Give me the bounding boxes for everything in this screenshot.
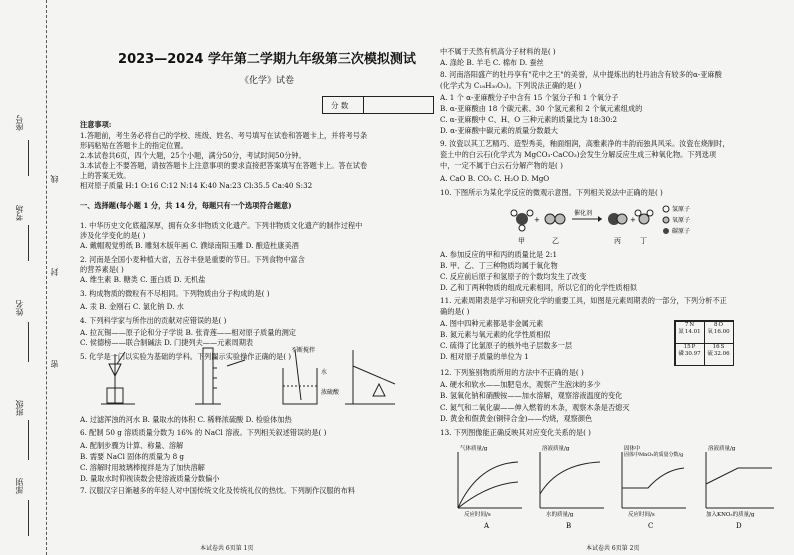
left-lines-text-line: 一、选择题(每小题 1 分，共 14 分，每题只有一个选项符合题意) [80, 201, 292, 210]
binding-field-room [28, 225, 29, 261]
right-lines-text-line: B. α-亚麻酸由 18 个碳元素、30 个氢元素和 2 个氧元素组成的 [440, 104, 643, 113]
exam-subtitle: 《化学》试卷 [239, 76, 294, 86]
label-jia: 甲 [518, 237, 525, 245]
q13-graphs [448, 444, 784, 532]
binding-label-exam-room: 考场 [15, 205, 24, 221]
binding-label-name: 姓名 [15, 300, 24, 316]
graph-c-top-label: 固体中 [624, 446, 641, 452]
right-lines-text-line: 11. 元素周期表是学习和研究化学的重要工具，如图是元素周期表的一部分，下列分析不正 [440, 296, 727, 305]
molecule-jia [511, 210, 533, 231]
binding-margin [0, 0, 62, 555]
binding-field-dept [28, 500, 29, 536]
graduated-cylinder [195, 348, 245, 404]
element-mass: 30.97 [684, 350, 701, 357]
graph-a-xlabel: 反应时间/s [464, 512, 491, 518]
right-lines-text-line: A. 涤纶 B. 羊毛 C. 棉布 D. 蚕丝 [440, 58, 544, 67]
left-lines-text-line: C. 溶解时用玻璃棒搅拌是为了加快溶解 [80, 463, 205, 472]
plus-sign-1: + [534, 216, 540, 224]
binding-field-class [28, 420, 29, 460]
left-lines-text-line: 4. 下列科学家与所作出的贡献对应错误的是( ) [80, 316, 227, 325]
right-lines-text-line: D. 乙和丁两种物质的组成元素相同，所以它们的化学性质相似 [440, 283, 637, 292]
left-lines-text-line: 的营养素是( ) [80, 265, 124, 274]
graph-d-ylabel: 溶液质量/g [708, 446, 736, 452]
catalyst-label: 催化剂 [574, 210, 593, 217]
left-lines-text-line: 2.本试卷共6页，四个大题，25个小题，满分50分，考试时间50分钟。 [80, 151, 306, 160]
left-lines-text-line: 相对原子质量 H:1 O:16 C:12 N:14 K:40 Na:23 Cl:35.5 Ca:40 S:32 [80, 181, 313, 190]
molecule-ding [635, 210, 653, 224]
left-lines-text-line: D. 量取水时仰视读数会使溶液质量分数偏小 [80, 474, 220, 483]
binding-field-seat [28, 140, 29, 176]
left-lines-text-line: C. 侯德榜——联合制碱法 D. 门捷列夫——元素周期表 [80, 338, 254, 347]
right-lines-text-line: 10. 下图所示为某化学反应的微观示意图。下列相关说法中正确的是( ) [440, 188, 663, 197]
element-sym: S [720, 344, 725, 350]
left-lines-text-line: 2. 河南是全国小麦种植大省，五谷丰登是重要的节日。下列食物中富含 [80, 255, 305, 264]
element-cell [704, 343, 734, 366]
plus-sign-2: + [630, 216, 636, 224]
molecule-yi [545, 214, 565, 224]
left-lines-text-line: 注意事项: [80, 120, 112, 129]
binding-label-dept: 部别 [15, 478, 24, 494]
left-lines-text-line: 7. 汉服汉字日渐越多的年轻人对中国传统文化及传统礼仪的热忱。下列制作汉服的布料 [80, 486, 356, 495]
binding-note-seal: 封 [50, 268, 59, 276]
legend-c-icon [663, 228, 669, 234]
legend-oxygen: 氧原子 [672, 217, 691, 224]
left-lines-text-line: A. 过滤浑浊的河水 B. 量取水的体积 C. 稀释浓硫酸 D. 检验体加热 [80, 415, 292, 424]
right-lines-text-line: 13. 下列图像能正确反映其对应变化关系的是( ) [440, 428, 591, 437]
filtration-apparatus [101, 352, 135, 404]
q5-label-acid: 浓硫酸 [321, 389, 340, 396]
page-footer-right: 本试卷共 6页第 2页 [586, 545, 640, 552]
element-num: 15 [683, 344, 691, 350]
element-cell [675, 321, 705, 344]
graph-a-ylabel: 气体质量/g [460, 446, 488, 452]
right-lines-text-line: D. 黄金和假黄金(铜锌合金)——灼烧，观察颜色 [440, 414, 593, 423]
element-mass: 32.06 [713, 350, 730, 357]
q5-label-stir: 不断搅拌 [291, 347, 316, 354]
legend-hydrogen: 氢原子 [672, 206, 691, 213]
right-lines-text-line: D. 相对原子质量的单位为 1 [440, 352, 529, 361]
graph-a [458, 452, 522, 508]
left-lines-text-line: 5. 化学是一门以实验为基础的学科。下列图示实验操作正确的是( ) [80, 352, 292, 361]
left-lines-text-line: 1. 中华历史文化底蕴深厚，拥有众多非物质文化遗产。下列非物质文化遗产的制作过程中 [80, 221, 363, 230]
left-lines-text-line: A. 戴帽观觉剪纸 B. 雕刻木版年画 C. 濮绿南阳玉雕 D. 酿造杜康美酒 [80, 241, 299, 250]
legend-h-icon [663, 206, 669, 212]
element-mass: 14.01 [684, 328, 701, 335]
graph-c-ylabel: 固体中MnO₂的质量分数/g [624, 452, 684, 458]
element-cell [704, 321, 734, 344]
right-lines-text-line: 8. 河南洛阳盛产的牡丹享有"花中之王"的美誉，从中提炼出的牡丹油含有较多的α-亚麻酸 [440, 70, 722, 79]
graph-b-option: B [566, 522, 572, 530]
left-lines-text-line: A. 汞 B. 金刚石 C. 氯化钠 D. 水 [80, 302, 184, 311]
right-lines-text-line: 确的是( ) [440, 307, 470, 316]
left-lines-text-line: 1.答题前，考生务必将自己的学校、班级、姓名、考号填写在试卷和答题卡上，并将考号条 [80, 131, 368, 140]
left-lines-text-line: 3.本试卷上不要答题，请按答题卡上注意事项的要求直接把答案填写在答题卡上。答在试卷 [80, 161, 368, 170]
binding-dashed-line [46, 0, 47, 555]
left-lines-text-line: 3. 构成物质的微粒有不尽相同。下列物质由分子构成的是( ) [80, 289, 270, 298]
element-sym: P [691, 344, 696, 350]
right-lines-text-line: 12. 下列鉴别物质所用的方法中不正确的是( ) [440, 368, 584, 377]
binding-field-name [28, 322, 29, 362]
graph-d-xlabel: 加入KNO₃的质量/g [706, 512, 755, 518]
q5-apparatus-figure [95, 344, 425, 414]
label-ding: 丁 [640, 237, 647, 245]
binding-label-seat: 座号 [15, 115, 24, 131]
graph-d-option: D [736, 522, 742, 530]
element-sym: O [718, 322, 723, 328]
q5-label-water: 水 [321, 369, 328, 376]
right-lines-text-line: C. 反应前后原子和氢原子的个数均发生了改变 [440, 272, 587, 281]
right-lines-text-line: A. 1 个 α-亚麻酸分子中含有 15 个氢分子和 1 个氧分子 [440, 93, 619, 102]
right-lines-text-line: A. 参加反应的甲和丙的质量比是 2:1 [440, 250, 558, 259]
right-lines-text-line: 9. 汝瓷以其工艺精巧、造型秀美，釉面细润，高雅素净的丰韵而独具风采。汝瓷在烧制时， [440, 139, 730, 148]
element-name: 氧 [707, 328, 713, 335]
left-lines-text-line: A. 维生素 B. 糖类 C. 蛋白质 D. 无机盐 [80, 275, 206, 284]
element-num: 7 [684, 322, 689, 328]
legend-carbon: 碳原子 [672, 228, 691, 235]
right-lines-text-line: 中不属于天然有机高分子材料的是( ) [440, 47, 556, 56]
right-lines-text-line: A. CaO B. CO₂ C. H₂O D. MgO [440, 174, 550, 183]
legend-o-icon [663, 217, 669, 223]
graph-c [622, 452, 686, 508]
graph-a-option: A [484, 522, 490, 530]
heating-apparatus [345, 350, 395, 404]
left-lines-text-line: 上的答案无效。 [80, 171, 131, 180]
label-bing: 丙 [614, 237, 621, 245]
element-name: 氮 [678, 328, 684, 335]
binding-label-class: 班级 [15, 400, 24, 416]
element-cell [675, 343, 705, 366]
right-lines-text-line: D. α-亚麻酸中碳元素的质量分数最大 [440, 126, 558, 135]
arrow-head [598, 216, 602, 222]
periodic-table-fragment [674, 320, 734, 366]
label-yi: 乙 [552, 237, 559, 245]
graph-c-xlabel: 反应时间/s [628, 512, 655, 518]
element-mass: 16.00 [713, 328, 730, 335]
left-lines-text-line: 6. 配制 50 g 溶质质量分数为 16% 的 NaCl 溶液。下列相关叙述错误的是( ) [80, 428, 327, 437]
binding-note-secret: 密 [50, 360, 59, 368]
graph-b-ylabel: 溶液质量/g [542, 446, 570, 452]
right-lines-text-line: 中，一定不属于白云石分解产物的是( ) [440, 161, 563, 170]
element-name: 硫 [707, 350, 713, 357]
left-lines-text-line: B. 需要 NaCl 固体的质量为 8 g [80, 452, 185, 461]
right-lines-text-line: B. 氮元素与氧元素的化学性质相似 [440, 330, 551, 339]
element-name: 磷 [678, 350, 684, 357]
right-lines-text-line: B. 氢氧化钠和硝酸铵——加水溶解，观察溶液温度的变化 [440, 391, 623, 400]
score-label: 分 数 [331, 101, 349, 110]
right-lines-text-line: A. 图中四种元素都是非金属元素 [440, 319, 544, 328]
left-lines-text-line: 形码粘贴在答题卡上的指定位置。 [80, 141, 188, 150]
left-lines-text-line: A. 配制步骤为计算、称量、溶解 [80, 441, 184, 450]
right-lines-text-line: C. 硫得了比氯原子的核外电子层数多一层 [440, 341, 573, 350]
right-lines-text-line: (化学式为 C₁₈H₃₀O₂)。下列说法正确的是( ) [440, 81, 582, 90]
element-sym: N [689, 322, 695, 328]
graph-b [540, 452, 604, 508]
right-lines-text-line: 瓷土中的白云石(化学式为 MgCO₃·CaCO₃)会发生分解反应生成三种氧化物。下列选项 [440, 150, 717, 159]
left-lines-text-line: 涉及化学变化的是( ) [80, 231, 146, 240]
right-lines-text-line: C. 氮气和二氧化碳——伸入燃着的木条，观察木条是否熄灭 [440, 403, 630, 412]
binding-note-line: 线 [50, 175, 59, 183]
graph-c-option: C [648, 522, 654, 530]
element-num: 8 [713, 322, 718, 328]
right-lines-text-line: A. 硬水和软水——加肥皂水，观察产生泡沫的多少 [440, 380, 601, 389]
element-num: 16 [712, 344, 720, 350]
left-lines-text-line: A. 拉瓦锡——原子论和分子学说 B. 张青莲——相对原子质量的测定 [80, 328, 296, 337]
graph-d [706, 452, 774, 508]
q10-reaction-figure [510, 203, 710, 247]
right-lines-text-line: B. 甲、乙、丁三种物质均属于氧化物 [440, 261, 558, 270]
page-footer-left: 本试卷共 6页第 1页 [200, 545, 254, 552]
exam-title: 2023—2024 学年第二学期九年级第三次模拟测试 [118, 52, 416, 67]
molecule-bing [608, 213, 627, 225]
dilution-beaker [283, 350, 317, 404]
left-column [80, 0, 430, 555]
graph-b-xlabel: 水的质量/g [546, 512, 574, 518]
right-lines-text-line: C. α-亚麻酸中 C、H、O 三种元素的质量比为 18:30:2 [440, 115, 618, 124]
